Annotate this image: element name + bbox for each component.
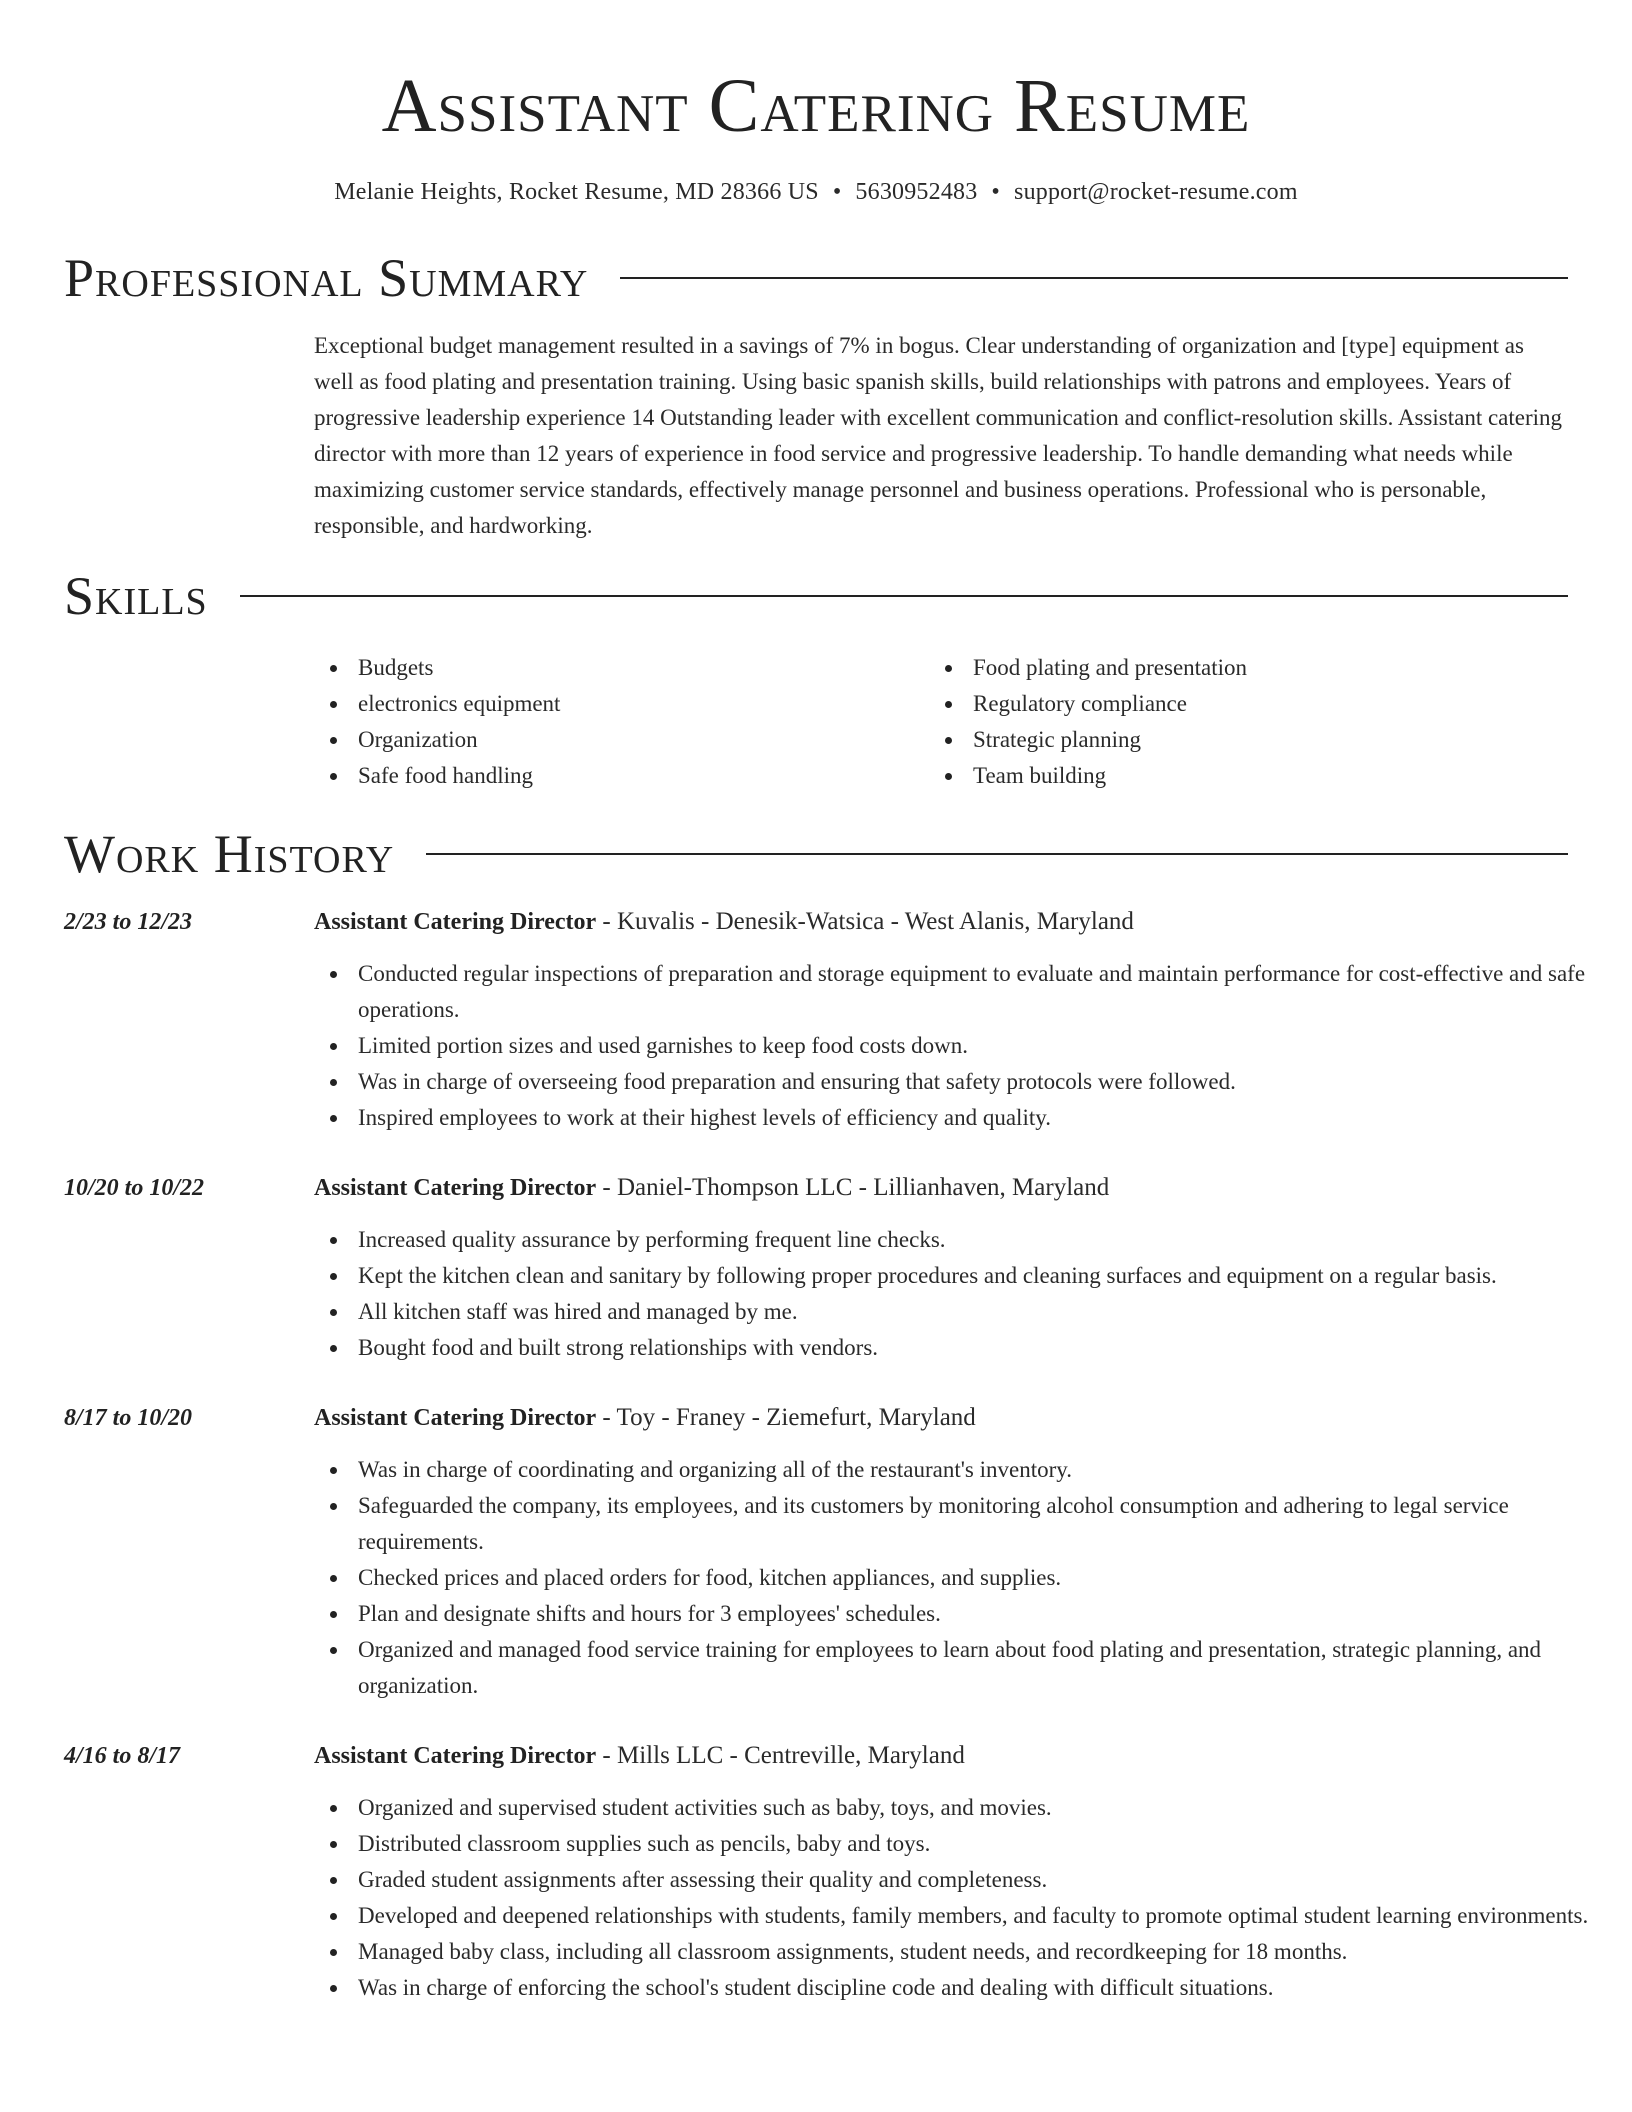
job-bullets [314,1222,1604,1366]
job-title-line [314,1738,965,1774]
summary-section-heading [64,248,1568,308]
skill-item: Strategic planning [929,722,1544,758]
job-bullet: Kept the kitchen clean and sanitary by following proper procedures and cleaning surfaces and equipment on a regular basis. [314,1258,1604,1294]
job-bullet: Was in charge of coordinating and organizing all of the restaurant's inventory. [314,1452,1604,1488]
skill-item: Regulatory compliance [929,686,1544,722]
job-bullet: Checked prices and placed orders for food, kitchen appliances, and supplies. [314,1560,1604,1596]
skill-item: Team building [929,758,1544,794]
job-employer: - Mills LLC - Centreville, Maryland [596,1742,965,1769]
resume-title: Assistant Catering Resume [381,64,1251,148]
job-bullet: Graded student assignments after assessing their quality and completeness. [314,1862,1604,1898]
skill-item: Safe food handling [314,758,929,794]
contact-separator: • [991,179,1001,205]
work-heading: Work History [64,824,395,884]
section-divider [240,595,1568,597]
job-entry [64,1738,1589,2006]
job-bullets [314,1452,1604,1704]
job-role: Assistant Catering Director [314,1743,597,1769]
job-dates: 2/23 to 12/23 [64,909,193,935]
contact-email: support@rocket-resume.com [1014,179,1298,205]
job-dates: 10/20 to 10/22 [64,1175,205,1201]
skill-item: electronics equipment [314,686,929,722]
job-employer: - Toy - Franey - Ziemefurt, Maryland [596,1404,976,1431]
job-employer: - Kuvalis - Denesik-Watsica - West Alanis, Maryland [596,908,1134,935]
job-bullet: Was in charge of overseeing food preparation and ensuring that safety protocols were followed. [314,1064,1604,1100]
job-dates: 8/17 to 10/20 [64,1405,193,1431]
job-dates: 4/16 to 8/17 [64,1743,181,1769]
summary-heading: Professional Summary [64,248,589,308]
job-header [64,1738,1568,1774]
job-bullet: Conducted regular inspections of preparation and storage equipment to evaluate and maintain performance for cost-effective and safe operations. [314,956,1604,1028]
job-entry [64,1400,1568,1704]
job-bullet: Organized and managed food service training for employees to learn about food plating and presentation, strategic planning, and organization. [314,1632,1604,1704]
section-divider [426,853,1568,855]
job-employer: - Daniel-Thompson LLC - Lillianhaven, Maryland [596,1174,1110,1201]
job-bullet: Limited portion sizes and used garnishes to keep food costs down. [314,1028,1604,1064]
job-bullet: Developed and deepened relationships with students, family members, and faculty to promote optimal student learning environments. [314,1898,1604,1934]
work-section-heading [64,824,1568,884]
job-bullet: Increased quality assurance by performing frequent line checks. [314,1222,1604,1258]
skill-item: Budgets [314,650,929,686]
job-bullet: Organized and supervised student activities such as baby, toys, and movies. [314,1790,1604,1826]
skills-list [314,650,1568,794]
job-bullet: Plan and designate shifts and hours for 3 employees' schedules. [314,1596,1604,1632]
job-title-line [314,1400,976,1436]
job-bullet: Was in charge of enforcing the school's student discipline code and dealing with difficult situations. [314,1970,1604,2006]
contact-line [64,176,1568,208]
contact-separator: • [832,179,842,205]
job-header [64,1400,1568,1436]
job-bullets [314,1790,1604,2006]
summary-text: Exceptional budget management resulted in a savings of 7% in bogus. Clear understanding of organization and [type] equipment as well as food plating and presentation training. Using basic spanish skills, build relationships with patrons and employees. Years of progressive leadership experience 14 Outstanding leader with excellent communication and conflict-resolution skills. Assistant catering director with more than 12 years of experience in food service and progressive leadership. To handle demanding what needs while maximizing customer service standards, effectively manage personnel and business operations. Professional who is personable, responsible, and hardworking. [314,333,1563,538]
skills-column-left [314,650,929,794]
job-title-line [314,904,1134,940]
skill-item: Food plating and presentation [929,650,1544,686]
job-bullet: Bought food and built strong relationships with vendors. [314,1330,1604,1366]
skills-section-heading [64,566,1568,626]
job-bullet: Inspired employees to work at their highest levels of efficiency and quality. [314,1100,1604,1136]
job-bullet: Safeguarded the company, its employees, and its customers by monitoring alcohol consumption and adhering to legal service requirements. [314,1488,1604,1560]
contact-address: Melanie Heights, Rocket Resume, MD 28366 US [334,179,819,205]
skills-column-right [929,650,1544,794]
job-header [64,904,1568,940]
job-role: Assistant Catering Director [314,1175,597,1201]
skill-item: Organization [314,722,929,758]
job-header [64,1170,1568,1206]
job-bullet: Distributed classroom supplies such as pencils, baby and toys. [314,1826,1604,1862]
contact-phone: 5630952483 [855,179,978,205]
job-role: Assistant Catering Director [314,909,597,935]
job-title-line [314,1170,1109,1206]
skills-heading: Skills [64,566,208,626]
section-divider [620,277,1568,279]
job-bullet: Managed baby class, including all classroom assignments, student needs, and recordkeeping for 18 months. [314,1934,1604,1970]
job-entry [64,904,1586,1136]
job-bullet: All kitchen staff was hired and managed by me. [314,1294,1604,1330]
job-entry [64,1170,1568,1366]
job-bullets [314,956,1604,1136]
job-role: Assistant Catering Director [314,1405,597,1431]
